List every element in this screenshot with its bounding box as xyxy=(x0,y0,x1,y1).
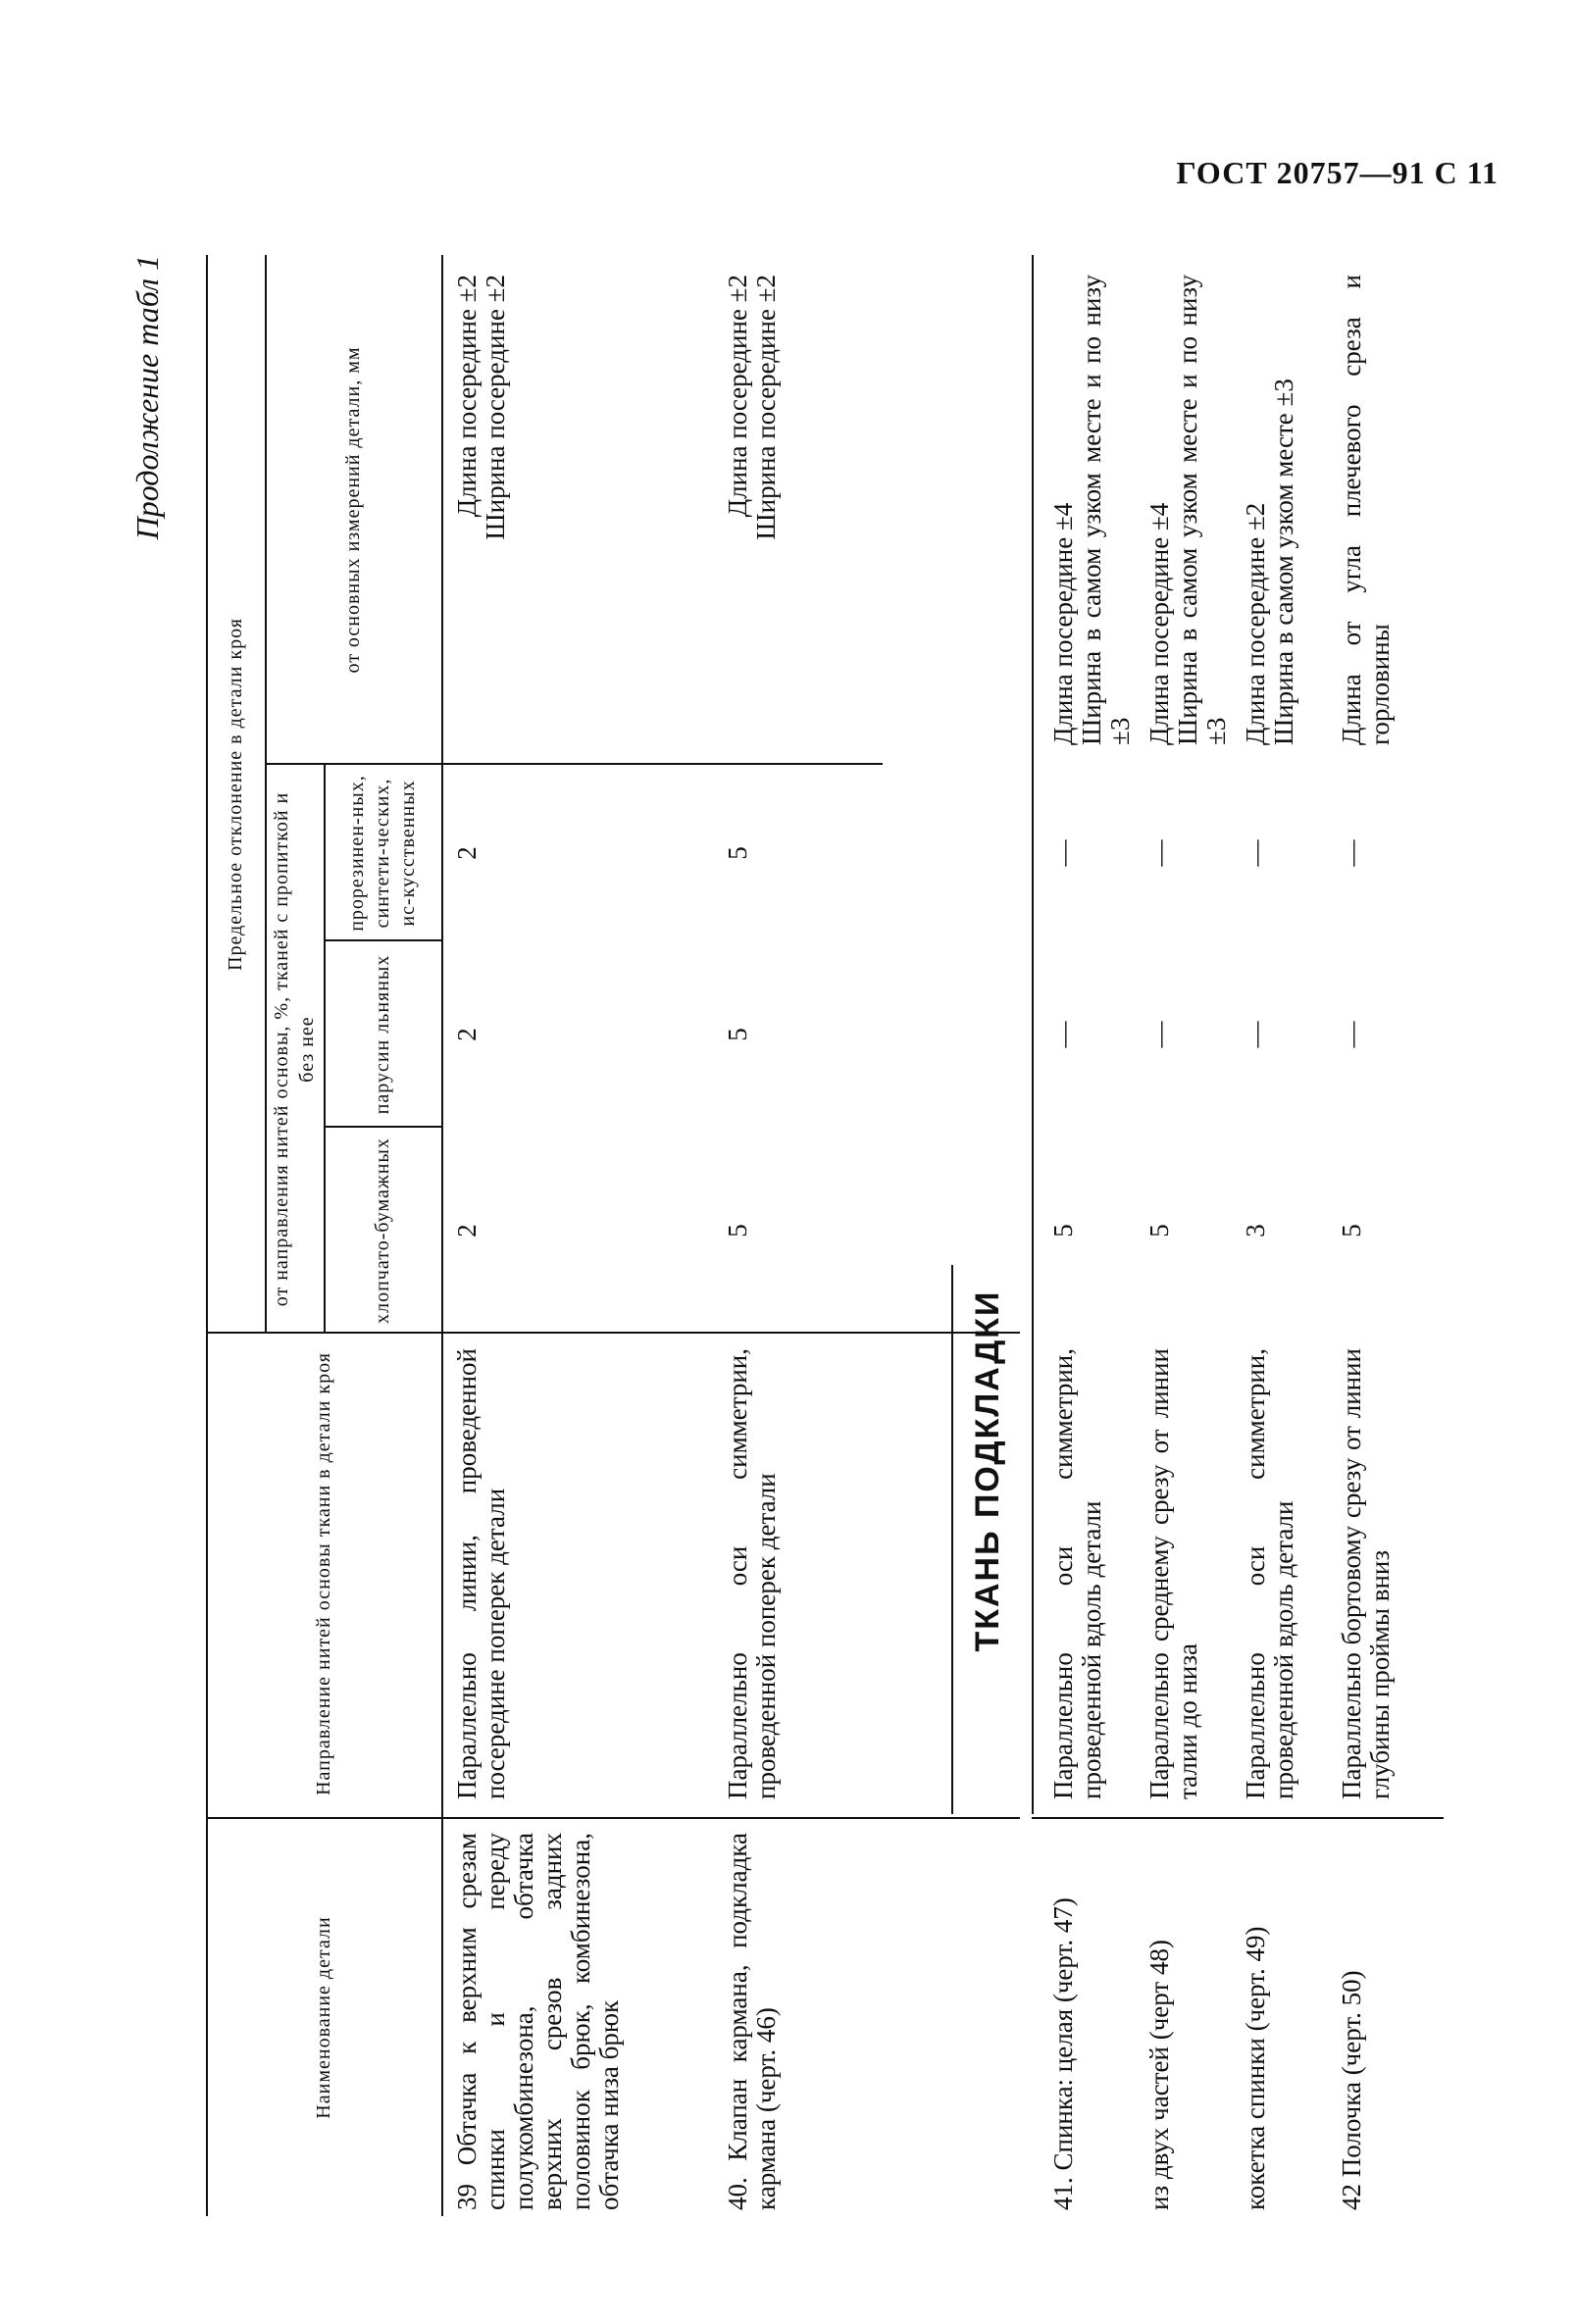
header-linen: парусин льняных xyxy=(372,954,393,1115)
row41-direction: Параллельно оси симметрии, проведенной вдоль детали xyxy=(1048,1348,1106,1799)
table-caption: Продолжение табл 1 xyxy=(129,255,165,540)
row41b-dim-length: Длина посередине ±4 xyxy=(1144,502,1174,745)
row41b-linen: — xyxy=(1144,1021,1174,1048)
col-sep-3 xyxy=(324,1126,441,1128)
row41c-name: кокетка спинки (черт. 49) xyxy=(1241,1926,1270,2210)
row42-linen: — xyxy=(1337,1021,1366,1048)
row42-dims xyxy=(1338,275,1395,745)
row41b-cotton: 5 xyxy=(1144,1224,1174,1238)
row39-dims xyxy=(453,275,510,745)
row-sep-d xyxy=(1032,1817,1444,1819)
row-sep-b xyxy=(441,1332,1020,1334)
row41b-direction: Параллельно среднему срезу от линии талии до низа xyxy=(1144,1348,1202,1799)
row40-direction: Параллельно оси симметрии, проведенной поперек детали xyxy=(723,1348,781,1799)
row-sep-a xyxy=(441,1817,1020,1819)
row41-dims xyxy=(1049,275,1135,745)
row41c-synthetic: — xyxy=(1241,839,1270,867)
row42-name: 42 Полочка (черт. 50) xyxy=(1337,1970,1366,2210)
row39-linen: 2 xyxy=(452,1028,482,1041)
row41c-dim-length: Длина посередине ±2 xyxy=(1241,502,1270,745)
row41c-linen: — xyxy=(1241,1021,1270,1048)
header-from-direction: от направления нитей основы, %, тканей с пропиткой и без нее xyxy=(271,791,318,1307)
row39-cotton: 2 xyxy=(452,1224,482,1238)
row40-dim-length: Длина посередине ±2 xyxy=(723,275,752,518)
rotated-table-page xyxy=(118,255,1432,2216)
row41-cotton: 5 xyxy=(1048,1224,1078,1238)
row41-name: 41. Спинка: целая (черт. 47) xyxy=(1048,1897,1078,2210)
row42-synthetic: — xyxy=(1337,839,1366,867)
row39-name: 39 Обтачка к верхним срезам спинки и переду полукомбинезона, обтачка верхних срезов задних половинок брюк, комбинезона, обтачка низа брюк xyxy=(452,1833,624,2210)
row40-dim-width: Ширина посередине ±2 xyxy=(751,275,781,540)
row41-dim-length: Длина посередине ±4 xyxy=(1048,502,1078,745)
header-direction: Направление нитей основы ткани в детали кроя xyxy=(313,1352,334,1795)
row41b-dim-width: Ширина в самом узком месте и по низу ±3 xyxy=(1173,275,1231,745)
row39-dim-length: Длина посередине ±2 xyxy=(452,275,482,518)
header-deviation: Предельное отклонение в детали кроя xyxy=(225,618,246,971)
row-sep-c xyxy=(441,763,883,765)
row41-synthetic: — xyxy=(1048,839,1078,867)
row42-cotton: 5 xyxy=(1337,1224,1366,1238)
row40-cotton: 5 xyxy=(723,1224,752,1238)
col-sep-4 xyxy=(324,939,441,941)
header-from-dims: от основных измерений детали, мм xyxy=(342,346,364,674)
header-cotton: хлопчато-бумажных xyxy=(372,1137,393,1324)
row41c-direction: Параллельно оси симметрии, проведенной вдоль детали xyxy=(1241,1348,1298,1799)
row41b-synthetic: — xyxy=(1144,839,1174,867)
row41-dim-width: Ширина в самом узком месте и по низу ±3 xyxy=(1077,275,1135,745)
row40-synthetic: 5 xyxy=(723,846,752,860)
row39-direction: Параллельно линии, проведенной посередине поперек детали xyxy=(452,1348,510,1799)
row41c-cotton: 3 xyxy=(1241,1224,1270,1238)
header-synthetic: прорезинен-ных, синтети-ческих, ис-кусственных xyxy=(346,775,419,932)
section-title: ТКАНЬ ПОДКЛАДКИ xyxy=(969,1289,1006,1652)
header-bottom-border xyxy=(441,255,443,2216)
col-sep-5 xyxy=(265,763,441,765)
row41c-dim-width: Ширина в самом узком месте ±3 xyxy=(1269,379,1298,745)
section-rule-top xyxy=(951,1265,953,1814)
row40-dims xyxy=(724,275,781,745)
row41c-dims xyxy=(1242,275,1298,745)
page-header: ГОСТ 20757—91 С 11 xyxy=(1176,155,1499,190)
row42-dim-length: Длина от угла плечевого среза и горловины xyxy=(1337,275,1395,745)
row42-direction: Параллельно бортовому срезу от линии глубины проймы вниз xyxy=(1337,1348,1395,1799)
row41b-name: из двух частей (черт 48) xyxy=(1144,1940,1174,2210)
row40-linen: 5 xyxy=(723,1028,752,1041)
header-name: Наименование детали xyxy=(313,1916,334,2119)
row40-name: 40. Клапан кармана, подкладка кармана (черт. 46) xyxy=(723,1833,781,2210)
section-rule-bottom xyxy=(1032,255,1034,1814)
row41b-dims xyxy=(1145,275,1231,745)
row39-synthetic: 2 xyxy=(452,846,482,860)
row39-dim-width: Ширина посередине ±2 xyxy=(481,275,510,540)
row41-linen: — xyxy=(1048,1021,1078,1048)
